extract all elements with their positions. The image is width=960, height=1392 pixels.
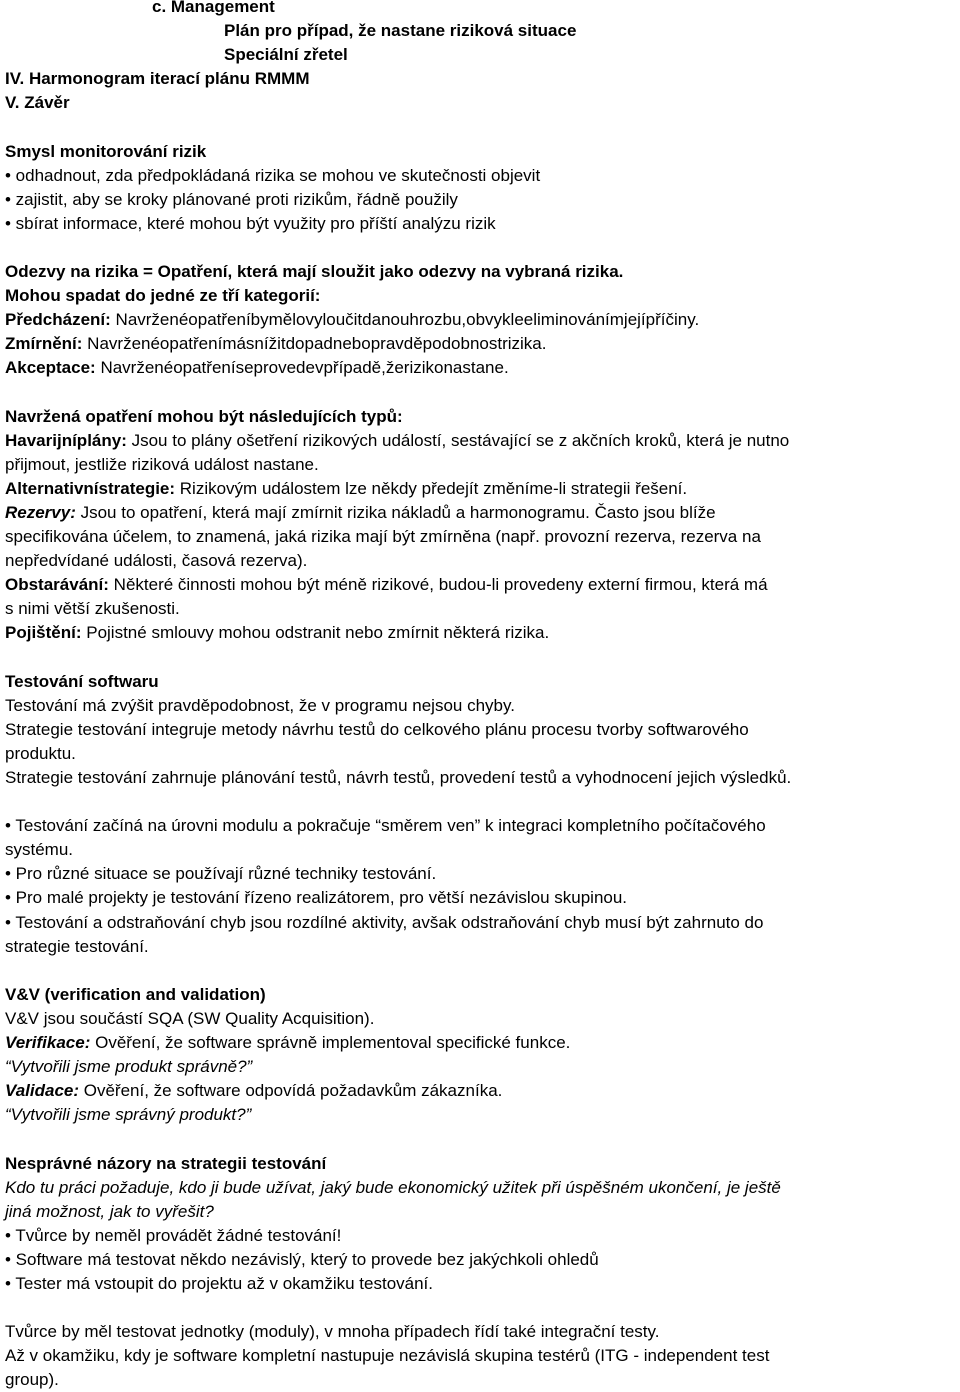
- definition-verifikace: [5, 1031, 960, 1055]
- term-text: Navrženéopatřeníbymělovyloučitdanouhrozbu,obvykleeliminovánímjejípříčiny.: [110, 310, 700, 330]
- term-label: Akceptace:: [5, 358, 96, 378]
- paragraph-line: group).: [5, 1370, 59, 1390]
- term-text: Rizikovým událostem lze někdy předejít změníme-li strategii řešení.: [175, 478, 688, 498]
- paragraph-line: Tvůrce by měl testovat jednotky (moduly), v mnoha případech řídí také integrační testy.: [5, 1322, 660, 1342]
- term-label: Zmírnění:: [5, 334, 83, 354]
- definition-obstaravani: [5, 573, 960, 597]
- term-text: Některé činnosti mohou být méně rizikové, budou-li provedeny externí firmou, která má: [108, 575, 768, 595]
- list-item: • Pro malé projekty je testování řízeno realizátorem, pro větší nezávislou skupinou.: [5, 888, 628, 908]
- definition-havarijni: [5, 429, 960, 453]
- toc-item-zaver: V. Závěr: [5, 93, 70, 113]
- paragraph-line: Strategie testování zahrnuje plánování testů, návrh testů, provedení testů a vyhodnocení jejich výsledků.: [5, 768, 792, 787]
- definition-continued: specifikována účelem, to znamená, jaká rizika mají být zmírněna (např. provozní rezerva, rezerva na: [5, 527, 761, 547]
- definition-alternativni: [5, 477, 960, 501]
- definition-predchazeni: [5, 308, 960, 332]
- term-text: Ověření, že software odpovídá požadavkům zákazníka.: [79, 1081, 503, 1101]
- question-line: “Vytvořili jsme správný produkt?”: [5, 1105, 252, 1125]
- term-label: Havarijníplány:: [5, 430, 127, 450]
- term-label: Rezervy:: [5, 502, 76, 522]
- paragraph-line: Až v okamžiku, kdy je software kompletní nastupuje nezávislá skupina testérů (ITG - independent test: [5, 1346, 770, 1366]
- term-label: Verifikace:: [5, 1033, 91, 1053]
- definition-zmirneni: [5, 332, 960, 356]
- paragraph-line: Testování má zvýšit pravděpodobnost, že v programu nejsou chyby.: [5, 695, 515, 715]
- definition-akceptace: [5, 356, 960, 380]
- term-label: Obstarávání:: [5, 575, 109, 595]
- list-item: • Tvůrce by neměl provádět žádné testování!: [5, 1225, 342, 1245]
- question-line: Kdo tu práci požaduje, kdo ji bude užívat, jaký bude ekonomický užitek při úspěšném ukončení, je ještě: [5, 1177, 781, 1197]
- list-item: • odhadnout, zda předpokládaná rizika se mohou ve skutečnosti objevit: [5, 165, 541, 185]
- term-text: Jsou to plány ošetření rizikových událostí, sestávající se z akčních kroků, která je nutno: [126, 430, 790, 450]
- section-subtitle: Mohou spadat do jedné ze tří kategorií:: [5, 286, 321, 306]
- list-item-continued: systému.: [5, 840, 74, 860]
- question-line: jiná možnost, jak to vyřešit?: [5, 1201, 214, 1221]
- list-item: • zajistit, aby se kroky plánované proti rizikům, řádně použily: [5, 189, 458, 209]
- term-text: Navrženéopatřeníseprovedevpřípadě,žerizikonastane.: [95, 358, 509, 378]
- list-item: • Software má testovat někdo nezávislý, který to provede bez jakýchkoli ohledů: [5, 1249, 599, 1269]
- term-label: Pojištění:: [5, 623, 82, 643]
- section-title-odezvy: Odezvy na rizika = Opatření, která mají sloužit jako odezvy na vybraná rizika.: [5, 262, 624, 282]
- term-text: Pojistné smlouvy mohou odstranit nebo zmírnit některá rizika.: [81, 623, 550, 643]
- term-text: Jsou to opatření, která mají zmírnit rizika nákladů a harmonogramu. Často jsou blíže: [75, 502, 716, 522]
- term-label: Validace:: [5, 1081, 80, 1101]
- definition-rezervy: [5, 501, 960, 525]
- list-item-continued: strategie testování.: [5, 936, 149, 956]
- definition-continued: s nimi větší zkušenosti.: [5, 599, 180, 619]
- paragraph-line: produktu.: [5, 743, 76, 763]
- list-item: • sbírat informace, které mohou být využity pro příští analýzu rizik: [5, 213, 496, 233]
- definition-validace: [5, 1079, 960, 1103]
- term-label: Alternativnístrategie:: [5, 478, 176, 498]
- list-item: • Pro různé situace se používají různé techniky testování.: [5, 864, 437, 884]
- definition-continued: přijmout, jestliže riziková událost nastane.: [5, 454, 319, 474]
- term-label: Předcházení:: [5, 310, 111, 330]
- section-title-vv: V&V (verification and validation): [5, 984, 266, 1004]
- paragraph-line: Strategie testování integruje metody návrhu testů do celkového plánu procesu tvorby softwarového: [5, 719, 749, 739]
- list-item: • Tester má vstoupit do projektu až v okamžiku testování.: [5, 1273, 434, 1293]
- section-title-testovani: Testování softwaru: [5, 671, 159, 691]
- list-item: • Testování a odstraňování chyb jsou rozdílné aktivity, avšak odstraňování chyb musí být zahrnuto do: [5, 912, 764, 932]
- toc-item-management: c. Management: [152, 0, 275, 16]
- definition-continued: nepředvídané události, časová rezerva).: [5, 551, 308, 571]
- list-item: • Testování začíná na úrovni modulu a pokračuje “směrem ven” k integraci kompletního počítačového: [5, 816, 766, 836]
- question-line: “Vytvořili jsme produkt správně?”: [5, 1057, 253, 1077]
- section-title-opatreni: Navržená opatření mohou být následujících typů:: [5, 406, 403, 426]
- section-title-nespravne: Nesprávné názory na strategii testování: [5, 1153, 327, 1173]
- term-text: Ověření, že software správně implementoval specifické funkce.: [90, 1033, 571, 1053]
- toc-item-zretel: Speciální zřetel: [224, 45, 348, 65]
- paragraph-line: V&V jsou součástí SQA (SW Quality Acquisition).: [5, 1008, 375, 1028]
- term-text: Navrženéopatřenímásnížitdopadnebopravděpodobnostrizika.: [82, 334, 547, 354]
- toc-item-harmonogram: IV. Harmonogram iterací plánu RMMM: [5, 69, 310, 89]
- toc-item-plan: Plán pro případ, že nastane riziková situace: [224, 21, 577, 41]
- section-title-monitorovani: Smysl monitorování rizik: [5, 141, 207, 161]
- definition-pojisteni: [5, 621, 960, 645]
